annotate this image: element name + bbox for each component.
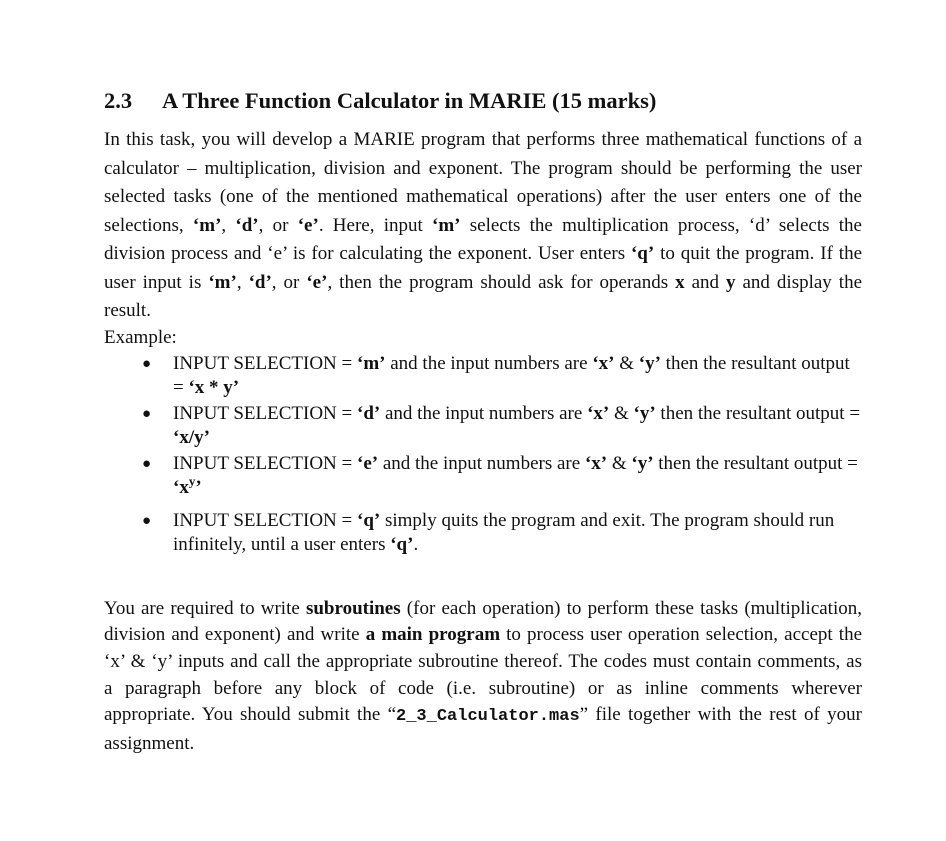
closing-paragraph: You are required to write subroutines (for each operation) to perform these tasks (multiplication, division and exponent) and write a main program to process user operation selection, accept the ‘x’ & ‘y’ inputs and call the appropriate subroutine thereof. The codes must contain comments, as a paragraph before any block of code (i.e. subroutine) or as inline comments wherever appropriate. You should submit the “2_3_Calculator.mas” file together with the rest of your assignment.	[104, 597, 863, 755]
filename: 2_3_Calculator.mas	[396, 707, 580, 727]
list-item: ● INPUT SELECTION = ‘d’ and the input numbers are ‘x’ & ‘y’ then the resultant output = ‘x/y’	[142, 402, 861, 448]
bullet-icon: ●	[142, 512, 152, 529]
list-item: ● INPUT SELECTION = ‘m’ and the input numbers are ‘x’ & ‘y’ then the resultant output = ‘x * y’	[142, 352, 850, 398]
document-page	[104, 86, 862, 758]
list-item: ● INPUT SELECTION = ‘e’ and the input numbers are ‘x’ & ‘y’ then the resultant output = ‘$x^y$’	[142, 452, 858, 498]
bullet-icon: ●	[142, 455, 152, 472]
list-item: ● INPUT SELECTION = ‘q’ simply quits the program and exit. The program should run infinitely, until a user enters ‘q’.	[142, 509, 835, 555]
example-label: Example:	[104, 326, 177, 348]
section-number: 2.3	[104, 88, 133, 113]
section-heading	[104, 86, 862, 116]
intro-paragraph: In this task, you will develop a MARIE program that performs three mathematical functions of a calculator – multiplication, division and exponent. The program should be performing the user selected tasks (one of the mentioned mathematical operations) after the user enters one of the selections, ‘m’, ‘d’, or ‘e’. Here, input ‘m’ selects the multiplication process, ‘d’ selects the division process and ‘e’ is for calculating the exponent. User enters ‘q’ to quit the program. If the user input is ‘m’, ‘d’, or ‘e’, then the program should ask for operands x and y and display the result.	[104, 129, 862, 321]
section-title: A Three Function Calculator in MARIE (15 marks)	[162, 88, 657, 113]
example-list	[104, 352, 862, 558]
bullet-icon: ●	[142, 355, 152, 372]
bullet-icon: ●	[142, 405, 152, 422]
